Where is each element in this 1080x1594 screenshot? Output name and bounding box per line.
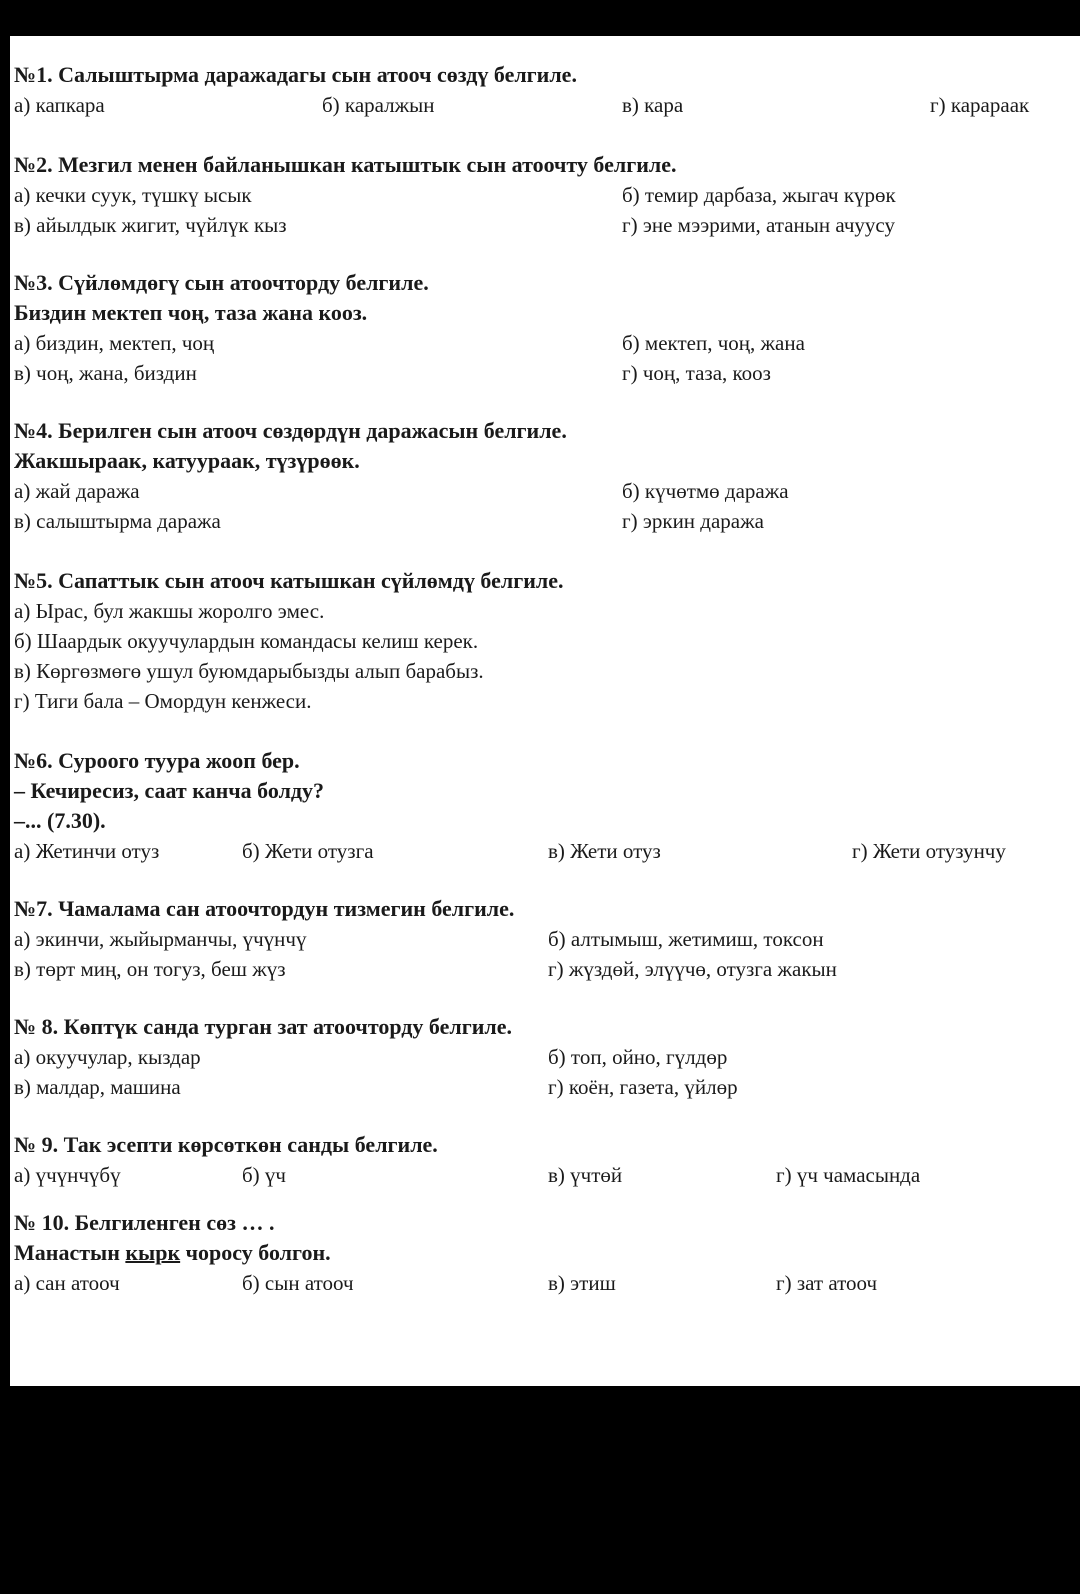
- question-1: [14, 60, 1074, 120]
- question-1-title: №1. Салыштырма даражадагы сын атооч сөздү белгиле.: [14, 62, 577, 87]
- question-2-title: №2. Мезгил менен байланышкан катыштык сын атоочту белгиле.: [14, 152, 677, 177]
- q3-option-b[interactable]: б) мектеп, чоң, жана: [622, 331, 805, 355]
- q3-option-d[interactable]: г) чоң, таза, кооз: [622, 361, 771, 385]
- q4-option-a[interactable]: а) жай даража: [14, 479, 140, 503]
- question-10-sentence-start: Манастын: [14, 1240, 126, 1265]
- question-4-sentence: Жакшыраак, катуураак, түзүрөөк.: [14, 448, 360, 473]
- q5-option-d[interactable]: г) Тиги бала – Омордун кенжеси.: [14, 689, 312, 713]
- q9-option-d[interactable]: г) үч чамасында: [776, 1163, 921, 1187]
- question-6-line-2: –... (7.30).: [14, 808, 106, 833]
- worksheet: [10, 36, 1080, 1386]
- question-4-title: №4. Берилген сын атооч сөздөрдүн даражасын белгиле.: [14, 418, 567, 443]
- question-9-title: № 9. Так эсепти көрсөткөн санды белгиле.: [14, 1132, 438, 1157]
- q5-option-a[interactable]: а) Ырас, бул жакшы жоролго эмес.: [14, 599, 325, 623]
- q3-option-a[interactable]: а) биздин, мектеп, чоң: [14, 331, 215, 355]
- q10-option-b[interactable]: б) сын атооч: [242, 1271, 354, 1295]
- q6-option-b[interactable]: б) Жети отузга: [242, 839, 374, 863]
- q4-option-c[interactable]: в) салыштырма даража: [14, 509, 221, 533]
- question-2: [14, 150, 1074, 240]
- q7-option-b[interactable]: б) алтымыш, жетимиш, токсон: [548, 927, 824, 951]
- question-7: [14, 894, 1074, 984]
- q9-option-a[interactable]: а) үчүнчүбү: [14, 1163, 121, 1187]
- q8-option-b[interactable]: б) топ, ойно, гүлдөр: [548, 1045, 728, 1069]
- q4-option-d[interactable]: г) эркин даража: [622, 509, 764, 533]
- question-3: [14, 268, 1074, 388]
- q8-option-a[interactable]: а) окуучулар, кыздар: [14, 1045, 201, 1069]
- q2-option-d[interactable]: г) эне мээрими, атанын ачуусу: [622, 213, 895, 237]
- question-9: [14, 1130, 1074, 1190]
- question-8-title: № 8. Көптүк санда турган зат атоочторду белгиле.: [14, 1014, 513, 1039]
- question-10: [14, 1208, 1074, 1298]
- q9-option-c[interactable]: в) үчтөй: [548, 1163, 623, 1187]
- q5-option-c[interactable]: в) Көргөзмөгө ушул буюмдарыбызды алып барабыз.: [14, 659, 484, 683]
- question-4: [14, 416, 1074, 536]
- question-3-title: №3. Сүйлөмдөгү сын атоочторду белгиле.: [14, 270, 429, 295]
- q10-option-a[interactable]: а) сан атооч: [14, 1271, 120, 1295]
- question-5-title: №5. Сапаттык сын атооч катышкан сүйлөмдү белгиле.: [14, 568, 564, 593]
- q3-option-c[interactable]: в) чоң, жана, биздин: [14, 361, 197, 385]
- question-3-sentence: Биздин мектеп чоң, таза жана кооз.: [14, 300, 368, 325]
- q6-option-a[interactable]: а) Жетинчи отуз: [14, 839, 160, 863]
- q4-option-b[interactable]: б) күчөтмө даража: [622, 479, 789, 503]
- question-6-title: №6. Суроого туура жооп бер.: [14, 748, 300, 773]
- q10-option-d[interactable]: г) зат атооч: [776, 1271, 878, 1295]
- question-5: [14, 566, 1074, 716]
- q2-option-a[interactable]: а) кечки суук, түшкү ысык: [14, 183, 252, 207]
- q8-option-c[interactable]: в) малдар, машина: [14, 1075, 181, 1099]
- q6-option-c[interactable]: в) Жети отуз: [548, 839, 661, 863]
- q1-option-b[interactable]: б) каралжын: [322, 93, 435, 117]
- underlined-word: кырк: [125, 1240, 181, 1265]
- q1-option-c[interactable]: в) кара: [622, 93, 684, 117]
- question-10-sentence: [14, 1238, 1074, 1268]
- q1-option-a[interactable]: а) капкара: [14, 93, 105, 117]
- q5-option-b[interactable]: б) Шаардык окуучулардын командасы келиш керек.: [14, 629, 479, 653]
- question-7-title: №7. Чамалама сан атоочтордун тизмегин белгиле.: [14, 896, 515, 921]
- q7-option-c[interactable]: в) төрт миң, он тогуз, беш жүз: [14, 957, 286, 981]
- q7-option-a[interactable]: а) экинчи, жыйырманчы, үчүнчү: [14, 927, 307, 951]
- q6-option-d[interactable]: г) Жети отузунчу: [852, 839, 1006, 863]
- question-10-sentence-end: чоросу болгон.: [180, 1240, 331, 1265]
- q10-option-c[interactable]: в) этиш: [548, 1271, 616, 1295]
- question-10-title: № 10. Белгиленген сөз … .: [14, 1210, 275, 1235]
- question-6: [14, 746, 1074, 866]
- q9-option-b[interactable]: б) үч: [242, 1163, 286, 1187]
- q2-option-b[interactable]: б) темир дарбаза, жыгач күрөк: [622, 183, 896, 207]
- q7-option-d[interactable]: г) жүздөй, элүүчө, отузга жакын: [548, 957, 837, 981]
- question-6-line-1: – Кечиресиз, саат канча болду?: [14, 778, 325, 803]
- question-8: [14, 1012, 1074, 1102]
- q1-option-d[interactable]: г) карараак: [930, 93, 1030, 117]
- q2-option-c[interactable]: в) айылдык жигит, чүйлүк кыз: [14, 213, 287, 237]
- q8-option-d[interactable]: г) коён, газета, үйлөр: [548, 1075, 738, 1099]
